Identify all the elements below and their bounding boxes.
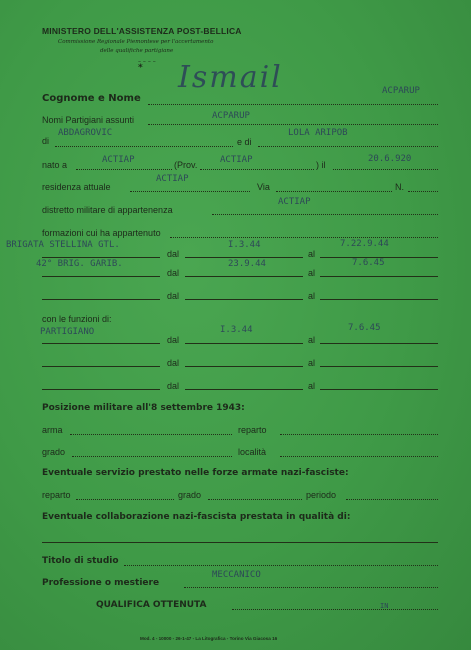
- dal-line: [185, 366, 303, 367]
- dal-line: [185, 343, 303, 344]
- birthplace-value: ACTIAP: [102, 155, 135, 165]
- al-label: al: [308, 381, 316, 391]
- prov-value: ACTIAP: [220, 155, 253, 165]
- alias-line: [148, 124, 438, 125]
- al-line: [320, 389, 438, 390]
- reparto-label: reparto: [238, 425, 267, 435]
- localita-line: [280, 456, 438, 457]
- grado-label: grado: [42, 447, 66, 457]
- birthplace-line: [76, 169, 172, 170]
- function-name: PARTIGIANO: [40, 327, 95, 337]
- formation-name: BRIGATA STELLINA GTL.: [6, 240, 120, 250]
- surname-value: ACPARUP: [382, 86, 420, 96]
- function-al: 7.6.45: [348, 323, 381, 333]
- collaboration-line: [42, 542, 438, 543]
- service-grado-label: grado: [178, 490, 202, 500]
- alias-value: ACPARUP: [212, 111, 250, 121]
- arma-label: arma: [42, 425, 63, 435]
- formation-name-line: [42, 299, 160, 300]
- functions-label: con le funzioni di:: [42, 314, 112, 324]
- professione-value: MECCANICO: [212, 570, 261, 580]
- alias-label: Nomi Partigiani assunti: [42, 115, 135, 125]
- function-name-line: [42, 343, 160, 344]
- localita-label: località: [238, 447, 267, 457]
- qualifica-label: QUALIFICA OTTENUTA: [96, 600, 207, 610]
- dal-line: [185, 389, 303, 390]
- periodo-line: [346, 499, 438, 500]
- residence-line: [130, 191, 250, 192]
- al-line: [320, 299, 438, 300]
- dal-line: [185, 299, 303, 300]
- prov-label: (Prov.: [174, 160, 198, 170]
- al-label: al: [308, 249, 316, 259]
- function-dal: I.3.44: [220, 325, 253, 335]
- dal-label: dal: [167, 381, 180, 391]
- handwritten-signature: Ismail: [178, 60, 283, 95]
- surname-line: [148, 104, 438, 105]
- residence-label: residenza attuale: [42, 182, 111, 192]
- via-label: Via: [257, 182, 270, 192]
- number-line: [408, 191, 438, 192]
- grado-line: [72, 456, 232, 457]
- formations-heading-line: [170, 237, 438, 238]
- dal-line: [185, 257, 303, 258]
- function-name-line: [42, 389, 160, 390]
- dal-label: dal: [167, 335, 180, 345]
- formation-al: 7.6.45: [352, 258, 385, 268]
- service-heading: Eventuale servizio prestato nelle forze armate nazi-fasciste:: [42, 468, 349, 478]
- collaboration-heading: Eventuale collaborazione nazi-fascista prestata in qualità di:: [42, 512, 351, 522]
- reparto-line: [280, 434, 438, 435]
- prov-line: [200, 169, 314, 170]
- district-value: ACTIAP: [278, 197, 311, 207]
- al-line: [320, 276, 438, 277]
- printer-footer: Mod. 4 - 10000 - 26-1-47 - La Litografica - Torino Via Giacosa 16: [140, 636, 278, 641]
- qualifica-value: IN: [380, 602, 389, 610]
- district-line: [212, 214, 438, 215]
- father-value: ABDAGROVIC: [58, 128, 113, 138]
- father-line: [55, 146, 233, 147]
- dal-label: dal: [167, 249, 180, 259]
- formation-name: 42° BRIG. GARIB.: [36, 259, 123, 269]
- dal-line: [185, 276, 303, 277]
- residence-value: ACTIAP: [156, 174, 189, 184]
- formation-dal: 23.9.44: [228, 259, 266, 269]
- birthdate-value: 20.6.920: [368, 154, 412, 164]
- service-reparto-label: reparto: [42, 490, 71, 500]
- arma-line: [70, 434, 232, 435]
- mother-value: LOLA ARIPOB: [288, 128, 348, 138]
- header-dashes: – – – –: [138, 58, 156, 65]
- via-line: [276, 191, 392, 192]
- titolo-line: [124, 565, 438, 566]
- birthdate-line: [333, 169, 438, 170]
- service-grado-line: [208, 499, 302, 500]
- district-label: distretto militare di appartenenza: [42, 205, 173, 215]
- mother-label: e di: [237, 137, 252, 147]
- ministry-title: MINISTERO DELL'ASSISTENZA POST-BELLICA: [42, 26, 242, 36]
- dal-label: dal: [167, 268, 180, 278]
- al-label: al: [308, 291, 316, 301]
- number-label: N.: [395, 182, 404, 192]
- star-icon: *: [138, 63, 143, 73]
- mother-line: [258, 146, 438, 147]
- born-label: nato a: [42, 160, 68, 170]
- al-label: al: [308, 268, 316, 278]
- titolo-label: Titolo di studio: [42, 556, 119, 566]
- periodo-label: periodo: [306, 490, 337, 500]
- function-name-line: [42, 366, 160, 367]
- al-label: al: [308, 358, 316, 368]
- formations-label: formazioni cui ha appartenuto: [42, 228, 161, 238]
- al-line: [320, 343, 438, 344]
- al-label: al: [308, 335, 316, 345]
- surname-name-label: Cognome e Nome: [42, 93, 141, 104]
- service-reparto-line: [76, 499, 174, 500]
- professione-line: [184, 587, 438, 588]
- al-line: [320, 366, 438, 367]
- professione-label: Professione o mestiere: [42, 578, 160, 588]
- dal-label: dal: [167, 358, 180, 368]
- military-position-heading: Posizione militare all'8 settembre 1943:: [42, 403, 245, 413]
- birthdate-label: ) il: [316, 160, 326, 170]
- formation-al: 7.22.9.44: [340, 239, 389, 249]
- commission-line-1: Commissione Regionale Piemontese per l'accertamento: [58, 39, 214, 45]
- formation-name-line: [42, 276, 160, 277]
- father-label: di: [42, 136, 50, 146]
- formation-name-line: [42, 257, 160, 258]
- qualifica-line: [232, 609, 438, 610]
- dal-label: dal: [167, 291, 180, 301]
- formation-dal: I.3.44: [228, 240, 261, 250]
- commission-line-2: delle qualifiche partigiane: [100, 48, 174, 54]
